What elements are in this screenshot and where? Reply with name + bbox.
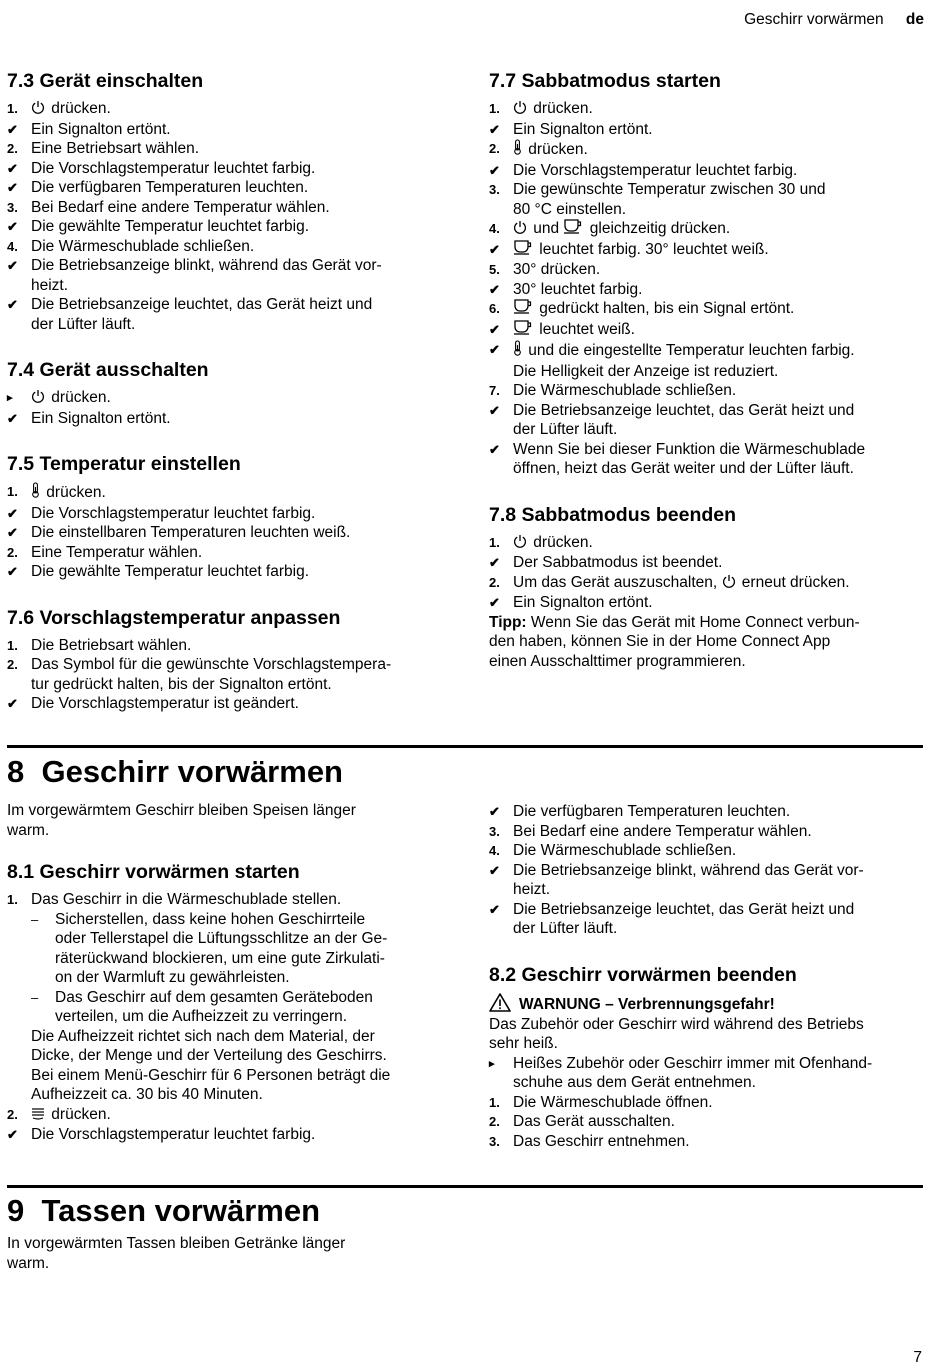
list-item-text: und (529, 220, 564, 237)
list-marker: 3. (7, 199, 18, 215)
list-marker: 2. (489, 574, 500, 590)
list-item-text: Das Geschirr in die Wärmeschublade stellen. (31, 891, 342, 908)
list-marker: – (31, 989, 39, 1005)
list-item (7, 99, 447, 120)
list-item-text: Die gewählte Temperatur leuchtet farbig. (31, 218, 310, 235)
list-item-text: Die Vorschlagstemperatur ist geändert. (31, 695, 299, 712)
list-item-text: Die Vorschlagstemperatur leuchtet farbig. (31, 1126, 316, 1143)
list-item-text: räterückwand blockieren, um eine gute Zirkulati- (55, 949, 385, 967)
cup-icon (513, 240, 533, 261)
left-column-top (7, 69, 447, 714)
result-check-icon: ✔ (7, 1127, 18, 1142)
power-icon (31, 389, 45, 409)
list-marker: 1. (7, 892, 18, 907)
list-item-text: Die verfügbaren Temperaturen leuchten. (513, 803, 791, 820)
list-item-text-continued: gleichzeitig drücken. (585, 220, 731, 237)
list-item (7, 295, 447, 315)
list-item (7, 675, 447, 695)
power-icon (513, 220, 527, 240)
list-item (7, 504, 447, 524)
list-item-text: 80 °C einstellen. (513, 200, 627, 218)
chapter-8-left-column (7, 801, 447, 1145)
section-7-8-title: 7.8 Sabbatmodus beenden (489, 503, 737, 526)
list-item-text: Eine Temperatur wählen. (31, 543, 203, 561)
list-marker: 2. (7, 657, 18, 672)
list-item (489, 299, 929, 320)
list-item (489, 240, 929, 261)
list-item (489, 900, 929, 920)
list-item-text: Ein Signalton ertönt. (31, 120, 171, 138)
list-item-text: drücken. (47, 1105, 111, 1123)
section-8-2-title: 8.2 Geschirr vorwärmen beenden (489, 963, 797, 986)
tip-label: Tipp: (489, 613, 527, 631)
result-check-icon: ✔ (7, 297, 18, 312)
result-check-icon: ✔ (489, 441, 500, 457)
list-item (7, 1085, 447, 1105)
warning-text-line-1: Das Zubehör oder Geschirr wird während des Betriebs (489, 1015, 864, 1033)
result-check-icon: ✔ (7, 505, 18, 521)
section-8-1-continued-list (489, 802, 929, 939)
list-item-text: Die gewünschte Temperatur zwischen 30 und (513, 181, 826, 198)
list-marker: 7. (489, 383, 500, 398)
list-item (489, 200, 929, 220)
list-item-text: Die Vorschlagstemperatur leuchtet farbig. (513, 161, 798, 179)
list-item-text: verteilen, um die Aufheizzeit zu verringern. (55, 1008, 348, 1025)
list-item (489, 1132, 929, 1152)
chapter-9-intro-line-1: In vorgewärmten Tassen bleiben Getränke länger (7, 1235, 346, 1252)
action-arrow-icon: ▸ (7, 392, 13, 404)
thermo-icon (513, 340, 522, 362)
list-item (489, 139, 929, 161)
list-marker: 1. (7, 484, 18, 499)
result-check-icon: ✔ (489, 402, 500, 418)
list-item-text: Ein Signalton ertönt. (513, 120, 653, 138)
list-item-text: 30° drücken. (513, 261, 601, 278)
result-check-icon: ✔ (489, 162, 500, 178)
list-item (489, 553, 929, 573)
list-item (7, 1046, 447, 1066)
chapter-8-rule (7, 745, 923, 748)
page-number: 7 (913, 1349, 922, 1366)
list-item-text: Wenn Sie bei dieser Funktion die Wärmeschublade (513, 440, 866, 458)
list-item (489, 533, 929, 554)
list-item-text: Die Wärmeschublade schließen. (31, 237, 255, 255)
list-item (7, 1007, 447, 1027)
list-marker: 2. (7, 544, 18, 560)
result-check-icon: ✔ (7, 180, 18, 195)
list-item-text: leuchtet farbig. 30° leuchtet weiß. (535, 240, 769, 258)
list-item-text-continued: erneut drücken. (737, 573, 850, 591)
list-marker: 3. (489, 823, 500, 839)
list-item-text: on der Warmluft zu gewährleisten. (55, 969, 290, 986)
list-item-text: Die Wärmeschublade schließen. (513, 842, 737, 859)
chapter-8-heading-block (7, 754, 907, 790)
list-item (489, 219, 929, 240)
list-item (489, 593, 929, 613)
list-item (489, 180, 929, 200)
list-item-text: drücken. (524, 141, 588, 158)
result-check-icon: ✔ (489, 342, 500, 357)
list-item-text: Die Betriebsanzeige leuchtet, das Gerät heizt und (31, 296, 373, 313)
list-item (7, 120, 447, 140)
list-item (489, 841, 929, 861)
power-icon (31, 100, 45, 120)
list-item-text: Die Wärmeschublade öffnen. (513, 1093, 713, 1111)
list-item (489, 260, 929, 280)
list-item-text: Das Geschirr auf dem gesamten Geräteboden (55, 988, 373, 1006)
list-item-text: drücken. (47, 389, 111, 406)
list-item (489, 161, 929, 181)
list-item-text: Die Wärmeschublade schließen. (513, 382, 737, 399)
cup-icon (513, 320, 533, 341)
list-item (7, 655, 447, 675)
chapter-9-block (7, 1193, 907, 1273)
result-check-icon: ✔ (489, 595, 500, 610)
thermo-icon (31, 482, 40, 504)
section-8-1-title: 8.1 Geschirr vorwärmen starten (7, 861, 300, 883)
list-item (7, 237, 447, 257)
list-marker: 6. (489, 301, 500, 316)
list-item-text: Das Symbol für die gewünschte Vorschlagstempera- (31, 656, 392, 673)
section-7-6-list (7, 636, 447, 714)
list-marker: 4. (489, 221, 500, 236)
section-7-5-title: 7.5 Temperatur einstellen (7, 453, 241, 475)
list-item-text: heizt. (513, 881, 551, 898)
list-item (7, 988, 447, 1008)
list-item (7, 139, 447, 159)
list-marker: 1. (489, 534, 500, 550)
chapter-8-intro-line-2: warm. (7, 821, 50, 839)
list-marker: 3. (489, 182, 500, 197)
chapter-8-title: 8 Geschirr vorwärmen (7, 754, 343, 789)
list-marker: 1. (7, 637, 18, 653)
list-item-text: Sicherstellen, dass keine hohen Geschirrteile (55, 910, 366, 928)
list-item (7, 1105, 447, 1126)
list-item-text: leuchtet weiß. (535, 320, 635, 338)
section-7-8-list (489, 533, 929, 613)
chapter-8-right-column (489, 802, 929, 1151)
list-item-text: Aufheizzeit ca. 30 bis 40 Minuten. (31, 1086, 263, 1103)
list-item-text: Ein Signalton ertönt. (513, 594, 653, 611)
list-item (7, 315, 447, 335)
list-item (489, 573, 929, 594)
list-item (7, 949, 447, 969)
result-check-icon: ✔ (7, 525, 18, 540)
list-item (489, 802, 929, 822)
list-item-text: Die Vorschlagstemperatur leuchtet farbig. (31, 504, 316, 522)
chapter-9-intro (7, 1234, 907, 1273)
list-item (489, 120, 929, 140)
list-item-text: der Lüfter läuft. (513, 421, 618, 438)
list-item-text: Der Sabbatmodus ist beendet. (513, 554, 723, 571)
list-item (489, 381, 929, 401)
list-marker: 1. (7, 101, 18, 116)
action-arrow-icon: ▸ (489, 1057, 495, 1070)
section-8-1-list (7, 890, 447, 1145)
list-item (7, 694, 447, 714)
chapter-9-intro-line-2: warm. (7, 1254, 50, 1272)
section-7-3-list (7, 99, 447, 334)
section-7-7-list (489, 99, 929, 479)
list-marker: 2. (489, 1114, 500, 1129)
list-item (7, 890, 447, 910)
list-item-text: Die verfügbaren Temperaturen leuchten. (31, 179, 309, 196)
list-item-text: Das Geschirr entnehmen. (513, 1132, 690, 1150)
power-icon (513, 100, 527, 120)
list-item (489, 320, 929, 341)
result-check-icon: ✔ (489, 121, 500, 137)
list-item-text: Die Betriebsanzeige leuchtet, das Gerät heizt und (513, 900, 855, 918)
list-item-text: Die Vorschlagstemperatur leuchtet farbig. (31, 159, 316, 177)
result-check-icon: ✔ (7, 696, 18, 711)
list-item (7, 968, 447, 988)
warning-text (489, 1015, 929, 1054)
list-marker: – (31, 911, 39, 927)
list-item-text: der Lüfter läuft. (31, 315, 136, 333)
list-marker: 4. (7, 238, 18, 254)
list-item (489, 340, 929, 362)
list-item-text: Bei einem Menü-Geschirr für 6 Personen beträgt die (31, 1066, 391, 1084)
list-item (489, 459, 929, 479)
list-item (7, 929, 447, 949)
list-item (7, 388, 447, 409)
chapter-9-rule (7, 1185, 923, 1188)
power-icon (722, 574, 736, 594)
chapter-8-intro-line-1: Im vorgewärmtem Geschirr bleiben Speisen länger (7, 802, 356, 819)
list-item-text: Heißes Zubehör oder Geschirr immer mit Ofenhand- (513, 1054, 873, 1072)
header-language: de (905, 11, 924, 28)
warning-triangle-icon (489, 993, 511, 1012)
list-item (7, 910, 447, 930)
list-item-text: Die gewählte Temperatur leuchtet farbig. (31, 563, 310, 580)
list-item (7, 409, 447, 429)
chapter-9-title: 9 Tassen vorwärmen (7, 1193, 321, 1228)
list-item (7, 482, 447, 504)
list-item-text: Dicke, der Menge und der Verteilung des Geschirrs. (31, 1047, 387, 1064)
list-item (7, 523, 447, 543)
header-section-title: Geschirr vorwärmen (744, 11, 884, 28)
page-header (744, 11, 924, 29)
section-7-6-title: 7.6 Vorschlagstemperatur anpassen (7, 606, 341, 629)
power-icon (513, 534, 527, 554)
chapter-8-intro (7, 801, 447, 840)
list-item (7, 276, 447, 296)
thermo-icon (513, 139, 522, 161)
section-7-4-list (7, 388, 447, 428)
cup-icon (563, 219, 583, 240)
list-item (489, 401, 929, 421)
list-item-text: Ein Signalton ertönt. (31, 409, 171, 427)
result-check-icon: ✔ (7, 410, 18, 426)
tip-line-1: Wenn Sie das Gerät mit Home Connect verbun- (526, 613, 860, 631)
list-item-text: gedrückt halten, bis ein Signal ertönt. (535, 300, 795, 317)
result-check-icon: ✔ (489, 804, 500, 819)
list-item (489, 822, 929, 842)
tip-line-2: den haben, können Sie in der Home Connect App (489, 633, 831, 650)
section-7-4-title: 7.4 Gerät ausschalten (7, 359, 209, 381)
warning-text-line-2: sehr heiß. (489, 1035, 558, 1052)
list-item (7, 178, 447, 198)
result-check-icon: ✔ (489, 241, 500, 257)
list-item (489, 280, 929, 300)
list-item-text: Die Aufheizzeit richtet sich nach dem Material, der (31, 1027, 375, 1045)
result-check-icon: ✔ (7, 121, 18, 137)
result-check-icon: ✔ (489, 862, 500, 878)
list-item-text: Die Helligkeit der Anzeige ist reduziert. (513, 362, 779, 380)
list-item-text: Die Betriebsanzeige blinkt, während das Gerät vor- (513, 861, 864, 879)
warning-heading (489, 993, 929, 1015)
warning-title: WARNUNG – Verbrennungsgefahr! (519, 995, 775, 1013)
list-item (489, 861, 929, 881)
list-item (7, 1027, 447, 1047)
result-check-icon: ✔ (7, 258, 18, 273)
list-item-text: 30° leuchtet farbig. (513, 280, 643, 298)
list-item (489, 880, 929, 900)
list-marker: 1. (489, 101, 500, 116)
result-check-icon: ✔ (489, 321, 500, 337)
list-item (489, 440, 929, 460)
list-item (7, 543, 447, 563)
list-item-text: Die einstellbaren Temperaturen leuchten weiß. (31, 524, 351, 541)
list-item (7, 1125, 447, 1145)
section-8-2-list (489, 1054, 929, 1152)
list-item (489, 362, 929, 382)
list-item-text: heizt. (31, 276, 69, 294)
list-item-text: Die Betriebsanzeige leuchtet, das Gerät heizt und (513, 401, 855, 419)
tip-line-3: einen Ausschalttimer programmieren. (489, 652, 746, 670)
result-check-icon: ✔ (7, 160, 18, 176)
tip-paragraph (489, 613, 929, 672)
list-item-text: tur gedrückt halten, bis der Signalton ertönt. (31, 675, 332, 693)
section-7-7-title: 7.7 Sabbatmodus starten (489, 70, 721, 92)
list-item-text: öffnen, heizt das Gerät weiter und der Lüfter läuft. (513, 460, 854, 477)
cup-icon (513, 299, 533, 320)
result-check-icon: ✔ (7, 219, 18, 234)
list-item-text: Bei Bedarf eine andere Temperatur wählen. (513, 822, 812, 840)
list-item (489, 99, 929, 120)
list-item-text: schuhe aus dem Gerät entnehmen. (513, 1074, 756, 1091)
section-7-5-list (7, 482, 447, 582)
list-item (489, 919, 929, 939)
list-marker: 1. (489, 1094, 500, 1110)
list-item-text: Eine Betriebsart wählen. (31, 140, 200, 157)
result-check-icon: ✔ (489, 281, 500, 297)
section-7-3-title: 7.3 Gerät einschalten (7, 70, 204, 92)
list-item (7, 217, 447, 237)
list-item-text: Um das Gerät auszuschalten, (513, 573, 722, 591)
list-item-text: Die Betriebsanzeige blinkt, während das Gerät vor- (31, 257, 382, 274)
list-item-text: drücken. (47, 100, 111, 117)
list-item (489, 1054, 929, 1074)
list-item (489, 1093, 929, 1113)
right-column-top (489, 69, 929, 671)
list-item (7, 636, 447, 656)
list-item-text: drücken. (529, 100, 593, 117)
list-item (7, 1066, 447, 1086)
list-marker: 5. (489, 262, 500, 277)
list-item (7, 256, 447, 276)
list-item-text: der Lüfter läuft. (513, 920, 618, 937)
list-item-text: drücken. (529, 533, 593, 551)
list-item-text: Bei Bedarf eine andere Temperatur wählen. (31, 198, 330, 216)
result-check-icon: ✔ (489, 555, 500, 570)
result-check-icon: ✔ (489, 901, 500, 917)
list-item (7, 198, 447, 218)
list-marker: 2. (7, 1106, 18, 1122)
list-item (489, 420, 929, 440)
list-item (7, 159, 447, 179)
list-marker: 2. (489, 141, 500, 156)
list-marker: 2. (7, 141, 18, 156)
plates-icon (31, 1106, 45, 1126)
list-item-text: und die eingestellte Temperatur leuchten farbig. (524, 342, 855, 359)
list-item-text: drücken. (42, 484, 106, 501)
list-item-text: oder Tellerstapel die Lüftungsschlitze an der Ge- (55, 930, 388, 947)
list-item (489, 1112, 929, 1132)
list-item-text: Das Gerät ausschalten. (513, 1113, 675, 1130)
list-marker: 4. (489, 843, 500, 858)
result-check-icon: ✔ (7, 564, 18, 579)
list-item-text: Die Betriebsart wählen. (31, 636, 192, 654)
list-item (489, 1073, 929, 1093)
list-marker: 3. (489, 1133, 500, 1149)
list-item (7, 562, 447, 582)
